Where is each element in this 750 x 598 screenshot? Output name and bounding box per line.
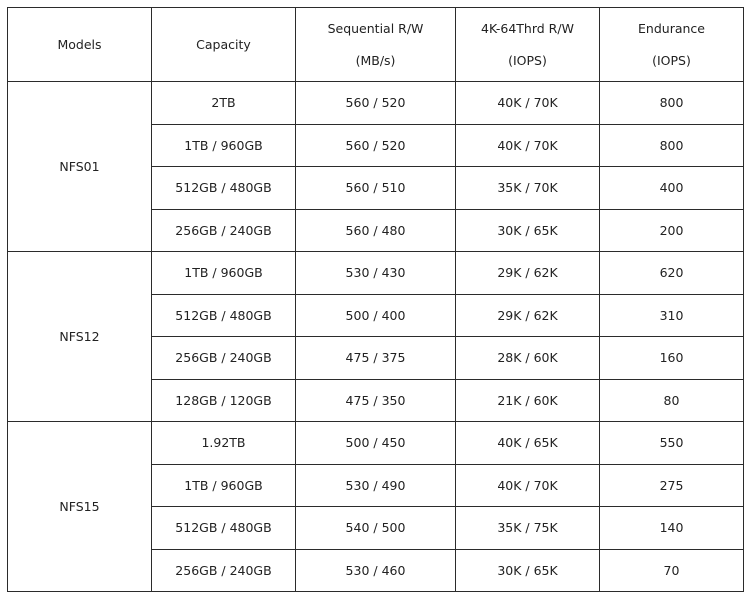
capacity-cell: 128GB / 120GB (152, 379, 296, 422)
table-body (8, 82, 744, 592)
header-unit: (IOPS) (652, 52, 691, 68)
endurance-cell: 70 (600, 549, 744, 592)
capacity-cell: 1.92TB (152, 422, 296, 465)
sequential-rw-cell: 475 / 350 (296, 379, 456, 422)
sequential-rw-cell: 500 / 450 (296, 422, 456, 465)
sequential-rw-cell: 560 / 510 (296, 167, 456, 210)
capacity-cell: 1TB / 960GB (152, 124, 296, 167)
header-label: Models (57, 36, 102, 52)
endurance-cell: 800 (600, 82, 744, 125)
sequential-rw-cell: 560 / 520 (296, 124, 456, 167)
sequential-rw-cell: 560 / 480 (296, 209, 456, 252)
endurance-cell: 140 (600, 507, 744, 550)
4k-rw-cell: 28K / 60K (456, 337, 600, 380)
endurance-cell: 80 (600, 379, 744, 422)
model-cell: NFS01 (8, 82, 152, 252)
header-capacity (152, 8, 296, 82)
4k-rw-cell: 35K / 70K (456, 167, 600, 210)
sequential-rw-cell: 540 / 500 (296, 507, 456, 550)
4k-rw-cell: 35K / 75K (456, 507, 600, 550)
header-models (8, 8, 152, 82)
sequential-rw-cell: 500 / 400 (296, 294, 456, 337)
table-row (8, 422, 744, 465)
endurance-cell: 400 (600, 167, 744, 210)
header-label: Sequential R/W (327, 20, 424, 36)
4k-rw-cell: 29K / 62K (456, 252, 600, 295)
capacity-cell: 512GB / 480GB (152, 507, 296, 550)
header-unit: (IOPS) (508, 52, 547, 68)
capacity-cell: 512GB / 480GB (152, 167, 296, 210)
capacity-cell: 256GB / 240GB (152, 549, 296, 592)
4k-rw-cell: 30K / 65K (456, 549, 600, 592)
header-label: Capacity (196, 36, 251, 52)
model-cell: NFS15 (8, 422, 152, 592)
table-header (8, 8, 744, 82)
4k-rw-cell: 40K / 70K (456, 82, 600, 125)
header-sequential-rw (296, 8, 456, 82)
endurance-cell: 550 (600, 422, 744, 465)
header-unit: (MB/s) (355, 52, 396, 68)
header-4k-rw (456, 8, 600, 82)
table-row (8, 252, 744, 295)
4k-rw-cell: 30K / 65K (456, 209, 600, 252)
table-row (8, 82, 744, 125)
header-label: Endurance (638, 20, 705, 36)
endurance-cell: 620 (600, 252, 744, 295)
endurance-cell: 275 (600, 464, 744, 507)
endurance-cell: 800 (600, 124, 744, 167)
endurance-cell: 310 (600, 294, 744, 337)
sequential-rw-cell: 530 / 490 (296, 464, 456, 507)
header-endurance (600, 8, 744, 82)
endurance-cell: 200 (600, 209, 744, 252)
capacity-cell: 256GB / 240GB (152, 337, 296, 380)
4k-rw-cell: 40K / 70K (456, 464, 600, 507)
4k-rw-cell: 40K / 70K (456, 124, 600, 167)
sequential-rw-cell: 530 / 430 (296, 252, 456, 295)
4k-rw-cell: 29K / 62K (456, 294, 600, 337)
capacity-cell: 1TB / 960GB (152, 464, 296, 507)
capacity-cell: 1TB / 960GB (152, 252, 296, 295)
model-cell: NFS12 (8, 252, 152, 422)
header-label: 4K-64Thrd R/W (481, 20, 574, 36)
4k-rw-cell: 40K / 65K (456, 422, 600, 465)
sequential-rw-cell: 530 / 460 (296, 549, 456, 592)
capacity-cell: 2TB (152, 82, 296, 125)
capacity-cell: 256GB / 240GB (152, 209, 296, 252)
capacity-cell: 512GB / 480GB (152, 294, 296, 337)
endurance-cell: 160 (600, 337, 744, 380)
4k-rw-cell: 21K / 60K (456, 379, 600, 422)
sequential-rw-cell: 475 / 375 (296, 337, 456, 380)
ssd-spec-table (7, 7, 744, 592)
sequential-rw-cell: 560 / 520 (296, 82, 456, 125)
header-row (8, 8, 744, 82)
